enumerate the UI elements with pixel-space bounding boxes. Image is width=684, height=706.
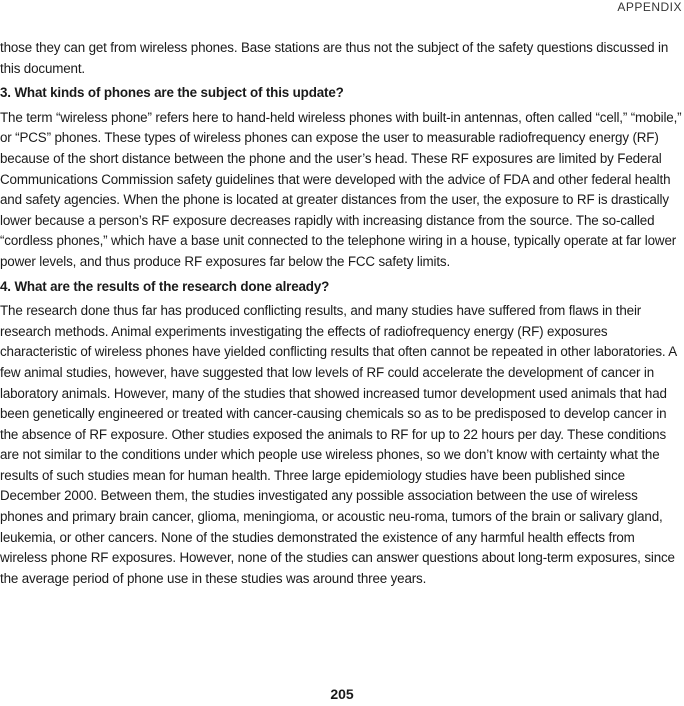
page-number: 205: [330, 686, 354, 702]
question-4-paragraph: The research done thus far has produced conflicting results, and many studies have suffered from flaws in their research methods. Animal experiments investigating the effects of radiofrequency energy (RF) exposures characteristic of wireless phones have yielded conflicting results that often cannot be repeated in other laboratories. A few animal studies, however, have suggested that low levels of RF could accelerate the development of cancer in laboratory animals. However, many of the studies that showed increased tumor development used animals that had been genetically engineered or treated with cancer-causing chemicals so as to be predisposed to develop cancer in the absence of RF exposure. Other studies exposed the animals to RF for up to 22 hours per day. These conditions are not similar to the conditions under which people use wireless phones, so we don’t know with certainty what the results of such studies mean for human health. Three large epidemiology studies have been published since December 2000. Between them, the studies investigated any possible association between the use of wireless phones and primary brain cancer, glioma, meningioma, or acoustic neu-roma, tumors of the brain or salivary gland, leukemia, or other cancers. None of the studies demonstrated the existence of any harmful health effects from wireless phone RF exposures. However, none of the studies can answer questions about long-term exposures, since the average period of phone use in these studies was around three years.: [0, 303, 677, 586]
question-3-paragraph: The term “wireless phone” refers here to hand-held wireless phones with built-in antennas, often called “cell,” “mobile,” or “PCS” phones. These types of wireless phones can expose the user to measurable radiofrequency energy (RF) because of the short distance between the phone and the user’s head. These RF exposures are limited by Federal Communications Commission safety guidelines that were developed with the advice of FDA and other federal health and safety agencies. When the phone is located at greater distances from the user, the exposure to RF is drastically lower because a person’s RF exposure decreases rapidly with increasing distance from the source. The so-called “cordless phones,” which have a base unit connected to the telephone wiring in a house, typically operate at far lower power levels, and thus produce RF exposures far below the FCC safety limits.: [0, 109, 682, 269]
intro-paragraph: those they can get from wireless phones. Base stations are thus not the subject of the safety questions discussed in this document.: [0, 40, 669, 76]
section-header: APPENDIX: [617, 0, 682, 14]
question-3-heading: 3. What kinds of phones are the subject of this update?: [0, 85, 344, 101]
document-body: [0, 38, 682, 589]
question-4-heading: 4. What are the results of the research done already?: [0, 278, 330, 294]
